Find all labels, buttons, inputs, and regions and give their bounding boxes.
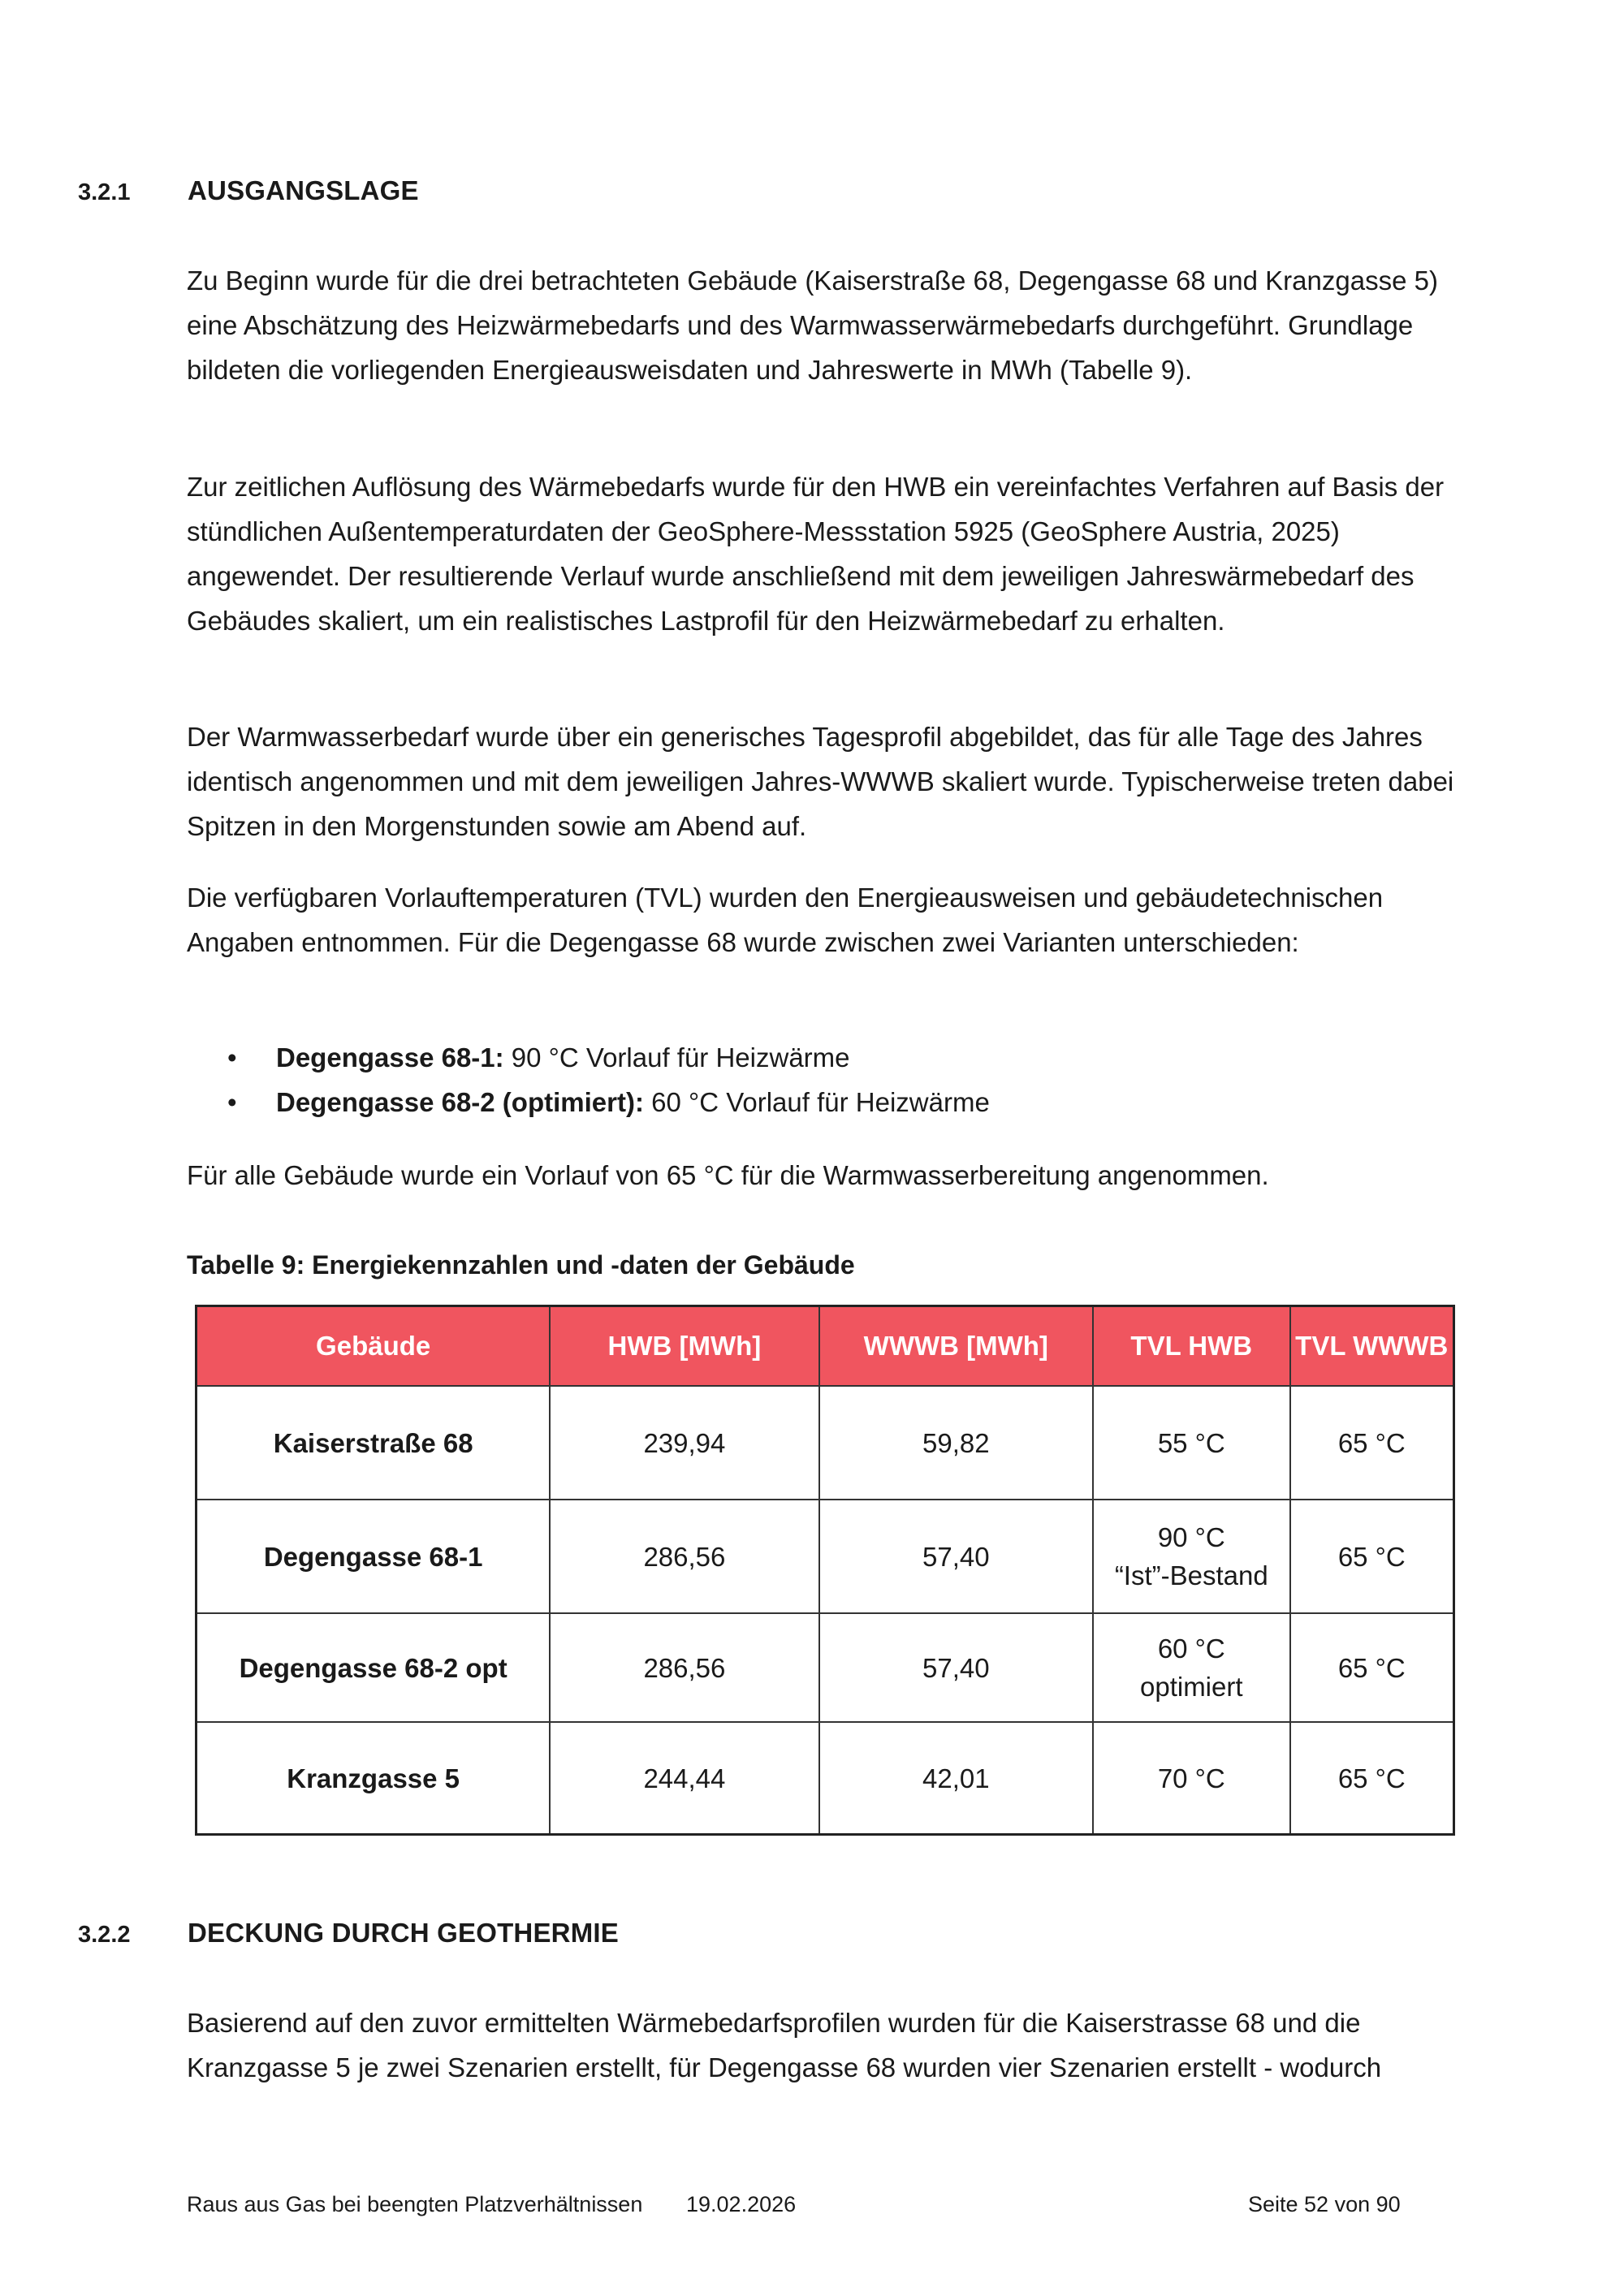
list-item-text: 90 °C Vorlauf für Heizwärme [503,1042,850,1072]
column-header: Gebäude [197,1306,551,1387]
footer-project: Raus aus Gas bei beengten Platzverhältnissen [187,2192,643,2216]
list-item [187,1080,1470,1124]
list-item-text: 60 °C Vorlauf für Heizwärme [643,1087,990,1117]
section-number: 3.2.1 [78,179,131,205]
tvl-wwwb-cell: 65 °C [1290,1613,1454,1722]
hwb-cell: 286,56 [550,1613,818,1722]
hwb-cell: 239,94 [550,1386,818,1500]
tvl-hwb-value: 70 °C [1157,1763,1225,1793]
section-title: AUSGANGSLAGE [188,175,419,205]
column-header: HWB [MWh] [550,1306,818,1387]
footer-date: 19.02.2026 [686,2192,797,2216]
column-header: TVL WWWB [1290,1306,1454,1387]
building-cell: Degengasse 68-2 opt [197,1613,551,1722]
table-header-row [197,1306,1454,1387]
wwwb-cell: 42,01 [819,1722,1093,1835]
hwb-cell: 286,56 [550,1500,818,1613]
section-heading-3-2-2 [78,1918,619,1949]
tvl-hwb-note: “Ist”-Bestand [1114,1560,1268,1590]
tvl-wwwb-cell: 65 °C [1290,1722,1454,1835]
list-item-label: Degengasse 68-2 (optimiert): [276,1087,644,1117]
tvl-hwb-note: optimiert [1139,1672,1243,1702]
building-cell: Kaiserstraße 68 [197,1386,551,1500]
list-item-label: Degengasse 68-1: [276,1042,504,1072]
column-header: TVL HWB [1093,1306,1290,1387]
tvl-hwb-cell [1093,1722,1290,1835]
paragraph-6: Basierend auf den zuvor ermittelten Wärmebedarfsprofilen wurden für die Kaiserstrasse 68 und die Kranzgasse 5 je zwei Szenarien erstellt, für Degengasse 68 wurden vier Szenarien erstellt - wodurch [187,2008,1382,2082]
list-item [187,1035,1470,1080]
section-title: DECKUNG DURCH GEOTHERMIE [188,1918,619,1948]
paragraph-3: Der Warmwasserbedarf wurde über ein generisches Tagesprofil abgebildet, das für alle Tage des Jahres identisch angenommen und mit dem jeweiligen Jahres-WWWB skaliert wurde. Typischerweise treten dabei Spitzen in den Morgenstunden sowie am Abend auf. [187,722,1454,841]
table-row [197,1722,1454,1835]
table-row [197,1613,1454,1722]
paragraph-5: Für alle Gebäude wurde ein Vorlauf von 65 °C für die Warmwasserbereitung angenommen. [187,1160,1269,1190]
section-number: 3.2.2 [78,1922,131,1948]
tvl-hwb-cell [1093,1500,1290,1613]
wwwb-cell: 59,82 [819,1386,1093,1500]
paragraph-2: Zur zeitlichen Auflösung des Wärmebedarfs wurde für den HWB ein vereinfachtes Verfahren auf Basis der stündlichen Außentemperaturdaten der GeoSphere-Messstation 5925 (GeoSphere Austria, 2025) angewendet. Der resultierende Verlauf wurde anschließend mit dem jeweiligen Jahreswärmebedarf des Gebäudes skaliert, um ein realistisches Lastprofil für den Heizwärmebedarf zu erhalten. [187,472,1445,636]
table-row [197,1500,1454,1613]
bullet-icon: • [227,1087,237,1117]
tvl-hwb-cell [1093,1613,1290,1722]
hwb-cell: 244,44 [550,1722,818,1835]
building-cell: Kranzgasse 5 [197,1722,551,1835]
tvl-hwb-value: 55 °C [1157,1427,1225,1458]
paragraph-4: Die verfügbaren Vorlauftemperaturen (TVL) wurden den Energieausweisen und gebäudetechnischen Angaben entnommen. Für die Degengasse 68 wurde zwischen zwei Varianten unterschieden: [187,883,1384,957]
tvl-wwwb-cell: 65 °C [1290,1386,1454,1500]
paragraph-1: Zu Beginn wurde für die drei betrachteten Gebäude (Kaiserstraße 68, Degengasse 68 und Kranzgasse 5) eine Abschätzung des Heizwärmebedarfs und des Warmwasserwärmebedarfs durchgeführt. Grundlage bildeten die vorliegenden Energieausweisdaten und Jahreswerte in MWh (Tabelle 9). [187,265,1438,385]
variant-list [187,1035,1470,1124]
table-row [197,1386,1454,1500]
wwwb-cell: 57,40 [819,1500,1093,1613]
bullet-icon: • [227,1042,237,1072]
tvl-hwb-cell [1093,1386,1290,1500]
section-heading-3-2-1 [78,175,419,206]
tvl-hwb-value: 60 °C [1157,1634,1225,1664]
tvl-hwb-value: 90 °C [1157,1522,1225,1552]
energy-data-table [195,1305,1455,1836]
tvl-wwwb-cell: 65 °C [1290,1500,1454,1613]
column-header: WWWB [MWh] [819,1306,1093,1387]
footer-page-number: Seite 52 von 90 [1248,2192,1401,2216]
table-caption: Tabelle 9: Energiekennzahlen und -daten der Gebäude [187,1250,855,1280]
building-cell: Degengasse 68-1 [197,1500,551,1613]
wwwb-cell: 57,40 [819,1613,1093,1722]
